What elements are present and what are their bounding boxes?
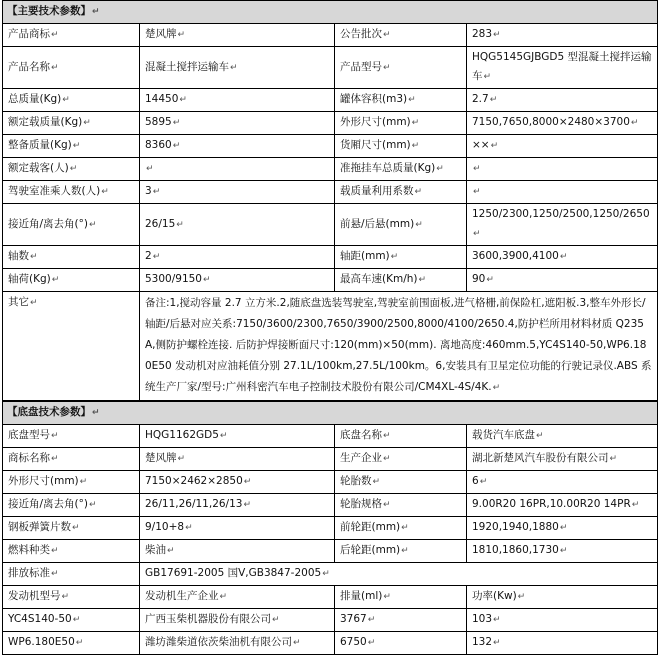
spec-row xyxy=(3,246,658,269)
engine-cell xyxy=(3,609,140,632)
other-notes-cell-text: 备注:1,搅动容量 2.7 立方米.2,随底盘选装驾驶室,驾驶室前围面板,进气格栅,前保险杠,遮阳板.3,整车外形长/轴距/后悬对应关系:7150/3600/2300,7650/3900/2500,8000/4100/2650.4,防护栏所用材料材质 Q235A,侧防护螺栓连接. 后防护焊接断面尺寸:120(mm)×50(mm). 离地高度:460mm.5,YC4S140-50,WP6.180E50 发动机对应油耗值分别 27.1L/100km,27.5L/100km。6,安装具有卫星定位功能的行驶记录仪.ABS 系统生产厂家/型号:广州科密汽车电子控制技术股份有限公司/CM4XL-4S/4K. xyxy=(145,297,652,393)
chassis-value-cell xyxy=(467,425,658,448)
return-mark-icon: ↵ xyxy=(177,30,186,40)
engine-header-cell xyxy=(467,586,658,609)
return-mark-icon: ↵ xyxy=(272,615,280,625)
engine-cell-text: 103 xyxy=(472,613,493,625)
spec-label-cell xyxy=(3,246,140,269)
engine-header-cell-text: 排量(ml) xyxy=(340,590,383,602)
spec-value-cell-text: 14450 xyxy=(145,93,179,105)
chassis-label-cell-text: 轮胎数 xyxy=(340,475,372,487)
chassis-value-cell-text: 9.00R20 16PR,10.00R20 14PR xyxy=(472,498,631,510)
return-mark-icon: ↵ xyxy=(390,252,399,262)
spec-value-cell xyxy=(140,89,335,112)
chassis-label-cell-text: 钢板弹簧片数 xyxy=(8,521,71,533)
chassis-value-cell-text: 1810,1860,1730 xyxy=(472,544,559,556)
spec-value-cell xyxy=(467,89,658,112)
chassis-row xyxy=(3,425,658,448)
spec-label-cell-text: 产品型号 xyxy=(340,60,382,73)
spec-value-cell xyxy=(140,112,335,135)
return-mark-icon: ↵ xyxy=(367,638,376,648)
return-mark-icon: ↵ xyxy=(62,95,70,105)
chassis-label-cell-text: 商标名称 xyxy=(8,452,50,464)
main-spec-table xyxy=(2,0,658,401)
return-mark-icon: ↵ xyxy=(436,164,444,174)
spec-label-cell xyxy=(335,158,467,181)
return-mark-icon: ↵ xyxy=(51,30,59,40)
chassis-label-cell xyxy=(3,471,140,494)
return-mark-icon: ↵ xyxy=(486,275,494,285)
engine-header-cell xyxy=(335,586,467,609)
return-mark-icon: ↵ xyxy=(51,546,59,556)
spec-label-cell-text: 轴数 xyxy=(8,250,29,262)
spec-row xyxy=(3,24,658,47)
spec-label-cell-text: 整备质量(Kg) xyxy=(8,139,72,151)
chassis-value-cell-text: 26/11,26/11,26/13 xyxy=(145,498,243,510)
chassis-label-cell xyxy=(3,448,140,471)
return-mark-icon: ↵ xyxy=(473,187,481,197)
chassis-label-cell-text: 燃料种类 xyxy=(8,544,50,556)
engine-header-cell xyxy=(3,586,140,609)
return-mark-icon: ↵ xyxy=(293,638,301,648)
spec-value-cell-text: 8360 xyxy=(145,139,172,151)
return-mark-icon: ↵ xyxy=(243,477,252,487)
spec-label-cell xyxy=(335,112,467,135)
spec-label-cell-text: 公告批次 xyxy=(340,28,382,40)
spec-label-cell-text: 产品名称 xyxy=(8,60,50,73)
engine-cell-text: 132 xyxy=(472,636,493,648)
chassis-label-cell-text: 轮胎规格 xyxy=(340,498,382,510)
chassis-label-cell-text: 底盘型号 xyxy=(8,429,50,441)
engine-cell-text: WP6.180E50 xyxy=(8,636,75,648)
engine-cell xyxy=(335,609,467,632)
spec-value-cell xyxy=(467,181,658,204)
engine-cell xyxy=(140,609,335,632)
return-mark-icon: ↵ xyxy=(383,30,391,40)
return-mark-icon: ↵ xyxy=(415,219,423,230)
chassis-section-header xyxy=(3,402,658,425)
return-mark-icon: ↵ xyxy=(383,454,391,464)
spec-label-cell xyxy=(3,112,140,135)
return-mark-icon: ↵ xyxy=(51,275,60,285)
spec-value-cell-text: 2 xyxy=(145,250,152,262)
emission-row xyxy=(3,563,658,586)
return-mark-icon: ↵ xyxy=(51,431,59,441)
other-row xyxy=(3,292,658,401)
spec-label-cell-text: 轴荷(Kg) xyxy=(8,273,51,285)
engine-cell-text: YC4S140-50 xyxy=(8,613,72,625)
spec-value-cell-text: 7150,7650,8000×2480×3700 xyxy=(472,116,630,128)
spec-label-cell xyxy=(335,135,467,158)
spec-label-cell xyxy=(3,158,140,181)
return-mark-icon: ↵ xyxy=(61,592,70,602)
return-mark-icon: ↵ xyxy=(401,546,409,556)
chassis-row xyxy=(3,494,658,517)
engine-header-row xyxy=(3,586,658,609)
chassis-value-cell-text: 湖北新楚风汽车股份有限公司 xyxy=(472,452,609,464)
return-mark-icon: ↵ xyxy=(219,592,228,602)
other-label-cell-text: 其它 xyxy=(8,296,29,308)
spec-value-cell xyxy=(140,181,335,204)
chassis-value-cell xyxy=(140,425,335,448)
engine-header-cell-text: 功率(Kw) xyxy=(472,590,517,602)
return-mark-icon: ↵ xyxy=(411,118,420,128)
spec-value-cell xyxy=(140,246,335,269)
engine-cell-text: 6750 xyxy=(340,636,367,648)
emission-label-cell-text: 排放标准 xyxy=(8,567,50,579)
return-mark-icon: ↵ xyxy=(559,523,568,533)
spec-row xyxy=(3,47,658,89)
return-mark-icon: ↵ xyxy=(408,95,416,105)
spec-label-cell xyxy=(3,181,140,204)
spec-value-cell xyxy=(467,112,658,135)
spec-row xyxy=(3,204,658,246)
spec-value-cell xyxy=(467,135,658,158)
engine-cell-text: 3767 xyxy=(340,613,367,625)
spec-label-cell xyxy=(335,246,467,269)
spec-label-cell-text: 轴距(mm) xyxy=(340,250,390,262)
return-mark-icon: ↵ xyxy=(414,187,423,197)
return-mark-icon: ↵ xyxy=(51,454,59,464)
return-mark-icon: ↵ xyxy=(51,62,59,73)
chassis-value-cell xyxy=(467,448,658,471)
return-mark-icon: ↵ xyxy=(630,118,639,128)
chassis-label-cell xyxy=(335,471,467,494)
emission-value-cell-text: GB17691-2005 国Ⅴ,GB3847-2005 xyxy=(145,567,322,579)
chassis-label-cell-text: 底盘名称 xyxy=(340,429,382,441)
chassis-label-cell xyxy=(3,494,140,517)
spec-value-cell xyxy=(467,269,658,292)
spec-label-cell xyxy=(3,269,140,292)
return-mark-icon: ↵ xyxy=(493,638,501,648)
return-mark-icon: ↵ xyxy=(176,219,184,230)
spec-value-cell xyxy=(467,47,658,89)
return-mark-icon: ↵ xyxy=(517,592,526,602)
chassis-value-cell-text: 柴油 xyxy=(145,544,166,556)
return-mark-icon: ↵ xyxy=(473,164,481,174)
return-mark-icon: ↵ xyxy=(146,164,154,174)
return-mark-icon: ↵ xyxy=(69,164,78,174)
spec-label-cell-text: 总质量(Kg) xyxy=(8,93,62,105)
return-mark-icon: ↵ xyxy=(418,275,427,285)
spec-value-cell xyxy=(467,158,658,181)
return-mark-icon: ↵ xyxy=(559,252,568,262)
chassis-label-cell-text: 后轮距(mm) xyxy=(340,544,401,556)
return-mark-icon: ↵ xyxy=(411,141,420,151)
chassis-label-cell xyxy=(335,494,467,517)
return-mark-icon: ↵ xyxy=(401,523,409,533)
return-mark-icon: ↵ xyxy=(383,431,391,441)
chassis-value-cell-text: 1920,1940,1880 xyxy=(472,521,559,533)
spec-value-cell xyxy=(467,24,658,47)
spec-value-cell xyxy=(467,204,658,246)
return-mark-icon: ↵ xyxy=(152,252,161,262)
main-section-header xyxy=(3,1,658,24)
chassis-value-cell xyxy=(140,517,335,540)
chassis-value-cell xyxy=(467,494,658,517)
spec-value-cell-text: HQG5145GJBGD5 型混凝土搅拌运输车 xyxy=(472,51,652,82)
spec-row xyxy=(3,158,658,181)
chassis-label-cell-text: 外形尺寸(mm) xyxy=(8,475,79,487)
spec-value-cell xyxy=(140,269,335,292)
spec-label-cell-text: 外形尺寸(mm) xyxy=(340,116,411,128)
return-mark-icon: ↵ xyxy=(631,500,640,510)
return-mark-icon: ↵ xyxy=(490,141,499,151)
return-mark-icon: ↵ xyxy=(367,615,376,625)
return-mark-icon: ↵ xyxy=(185,523,193,533)
engine-cell xyxy=(140,632,335,655)
chassis-value-cell-text: 6 xyxy=(472,475,479,487)
chassis-value-cell xyxy=(140,494,335,517)
spec-sheet xyxy=(2,0,657,655)
return-mark-icon: ↵ xyxy=(83,118,91,128)
return-mark-icon: ↵ xyxy=(30,298,38,308)
return-mark-icon: ↵ xyxy=(559,546,568,556)
return-mark-icon: ↵ xyxy=(243,500,251,510)
return-mark-icon: ↵ xyxy=(75,638,84,648)
spec-value-cell-text: 1250/2300,1250/2500,1250/2650 xyxy=(472,208,650,220)
engine-cell xyxy=(467,632,658,655)
spec-row xyxy=(3,135,658,158)
spec-label-cell xyxy=(335,47,467,89)
spec-value-cell xyxy=(467,246,658,269)
return-mark-icon: ↵ xyxy=(536,431,544,441)
return-mark-icon: ↵ xyxy=(372,477,381,487)
chassis-row xyxy=(3,517,658,540)
chassis-value-cell xyxy=(467,471,658,494)
spec-label-cell-text: 额定载质量(Kg) xyxy=(8,116,83,128)
return-mark-icon: ↵ xyxy=(383,62,391,73)
return-mark-icon: ↵ xyxy=(219,431,228,441)
return-mark-icon: ↵ xyxy=(30,252,38,262)
emission-value-cell xyxy=(140,563,658,586)
spec-label-cell xyxy=(335,89,467,112)
spec-value-cell-text: 3 xyxy=(145,185,152,197)
return-mark-icon: ↵ xyxy=(609,454,618,464)
chassis-label-cell xyxy=(335,517,467,540)
chassis-value-cell xyxy=(140,540,335,563)
spec-label-cell-text: 额定载客(人) xyxy=(8,162,69,174)
engine-cell-text: 广西玉柴机器股份有限公司 xyxy=(145,613,271,625)
spec-label-cell-text: 产品商标 xyxy=(8,28,50,40)
chassis-row xyxy=(3,540,658,563)
chassis-value-cell-text: 楚风牌 xyxy=(145,452,177,464)
spec-value-cell-text: 2.7 xyxy=(472,93,489,105)
return-mark-icon: ↵ xyxy=(79,477,88,487)
spec-label-cell-text: 前悬/后悬(mm) xyxy=(340,217,415,230)
return-mark-icon: ↵ xyxy=(493,615,501,625)
spec-value-cell-text: 283 xyxy=(472,28,493,40)
spec-value-cell-text: 楚风牌 xyxy=(145,28,177,40)
chassis-row xyxy=(3,448,658,471)
engine-cell-text: 潍坊潍柴道依茨柴油机有限公司 xyxy=(145,636,292,648)
chassis-label-cell-text: 接近角/离去角(°) xyxy=(8,498,88,510)
spec-value-cell xyxy=(140,158,335,181)
chassis-value-cell-text: 载货汽车底盘 xyxy=(472,429,535,441)
spec-label-cell-text: 准拖挂车总质量(Kg) xyxy=(340,162,436,174)
spec-label-cell xyxy=(335,181,467,204)
spec-row xyxy=(3,89,658,112)
return-mark-icon: ↵ xyxy=(51,569,59,579)
spec-label-cell xyxy=(335,204,467,246)
return-mark-icon: ↵ xyxy=(202,275,211,285)
chassis-value-cell xyxy=(467,517,658,540)
spec-label-cell xyxy=(3,47,140,89)
spec-value-cell xyxy=(140,135,335,158)
chassis-value-cell-text: HQG1162GD5 xyxy=(145,429,219,441)
chassis-spec-table xyxy=(2,401,658,655)
spec-value-cell-text: 3600,3900,4100 xyxy=(472,250,559,262)
spec-label-cell xyxy=(335,269,467,292)
return-mark-icon: ↵ xyxy=(152,187,161,197)
return-mark-icon: ↵ xyxy=(72,141,81,151)
return-mark-icon: ↵ xyxy=(492,383,501,393)
engine-header-cell-text: 发动机生产企业 xyxy=(145,590,219,602)
chassis-value-cell-text: 7150×2462×2850 xyxy=(145,475,243,487)
return-mark-icon: ↵ xyxy=(322,569,330,579)
spec-label-cell xyxy=(3,135,140,158)
spec-row xyxy=(3,269,658,292)
return-mark-icon: ↵ xyxy=(72,523,80,533)
return-mark-icon: ↵ xyxy=(88,500,97,510)
spec-label-cell xyxy=(3,89,140,112)
spec-label-cell xyxy=(335,24,467,47)
engine-row xyxy=(3,632,658,655)
chassis-section-title: 【底盘技术参数】 xyxy=(7,406,91,418)
return-mark-icon: ↵ xyxy=(479,477,488,487)
return-mark-icon: ↵ xyxy=(179,95,187,105)
return-mark-icon: ↵ xyxy=(383,500,391,510)
return-mark-icon: ↵ xyxy=(101,187,109,197)
chassis-label-cell xyxy=(335,425,467,448)
chassis-label-cell-text: 前轮距(mm) xyxy=(340,521,401,533)
return-mark-icon: ↵ xyxy=(172,118,181,128)
spec-label-cell-text: 最高车速(Km/h) xyxy=(340,273,418,285)
return-mark-icon: ↵ xyxy=(473,229,481,239)
spec-label-cell-text: 驾驶室准乘人数(人) xyxy=(8,185,101,197)
engine-cell xyxy=(335,632,467,655)
chassis-value-cell-text: 9/10+8 xyxy=(145,521,185,533)
engine-header-cell xyxy=(140,586,335,609)
spec-value-cell-text: 5300/9150 xyxy=(145,273,202,285)
chassis-value-cell xyxy=(140,471,335,494)
return-mark-icon: ↵ xyxy=(172,141,181,151)
chassis-value-cell xyxy=(467,540,658,563)
emission-label-cell xyxy=(3,563,140,586)
spec-value-cell xyxy=(140,24,335,47)
return-mark-icon: ↵ xyxy=(230,62,238,73)
chassis-label-cell xyxy=(3,425,140,448)
chassis-value-cell xyxy=(140,448,335,471)
spec-label-cell xyxy=(3,24,140,47)
spec-label-cell-text: 载质量利用系数 xyxy=(340,185,414,197)
return-mark-icon: ↵ xyxy=(92,7,100,17)
spec-value-cell-text: 26/15 xyxy=(145,217,176,230)
engine-cell xyxy=(3,632,140,655)
return-mark-icon: ↵ xyxy=(483,72,492,82)
spec-value-cell-text: 混凝土搅拌运输车 xyxy=(145,60,229,73)
chassis-row xyxy=(3,471,658,494)
engine-row xyxy=(3,609,658,632)
main-section-title: 【主要技术参数】 xyxy=(7,5,91,17)
chassis-label-cell xyxy=(3,517,140,540)
spec-value-cell-text: 90 xyxy=(472,273,486,285)
return-mark-icon: ↵ xyxy=(489,95,498,105)
other-label-cell xyxy=(3,292,140,401)
chassis-label-cell-text: 生产企业 xyxy=(340,452,382,464)
engine-header-cell-text: 发动机型号 xyxy=(8,590,61,602)
return-mark-icon: ↵ xyxy=(72,615,81,625)
spec-label-cell-text: 货厢尺寸(mm) xyxy=(340,139,411,151)
spec-label-cell xyxy=(3,204,140,246)
return-mark-icon: ↵ xyxy=(92,408,100,418)
spec-row xyxy=(3,112,658,135)
engine-cell xyxy=(467,609,658,632)
return-mark-icon: ↵ xyxy=(177,454,186,464)
chassis-label-cell xyxy=(335,540,467,563)
spec-value-cell-text: ×× xyxy=(472,139,490,151)
spec-value-cell-text: 5895 xyxy=(145,116,172,128)
spec-label-cell-text: 罐体容积(m3) xyxy=(340,93,408,105)
spec-row xyxy=(3,181,658,204)
spec-label-cell-text: 接近角/离去角(°) xyxy=(8,217,88,230)
return-mark-icon: ↵ xyxy=(383,592,391,602)
other-notes-cell xyxy=(140,292,658,401)
chassis-label-cell xyxy=(3,540,140,563)
chassis-label-cell xyxy=(335,448,467,471)
return-mark-icon: ↵ xyxy=(493,30,501,40)
spec-value-cell xyxy=(140,204,335,246)
return-mark-icon: ↵ xyxy=(88,219,97,230)
return-mark-icon: ↵ xyxy=(167,546,175,556)
spec-value-cell xyxy=(140,47,335,89)
